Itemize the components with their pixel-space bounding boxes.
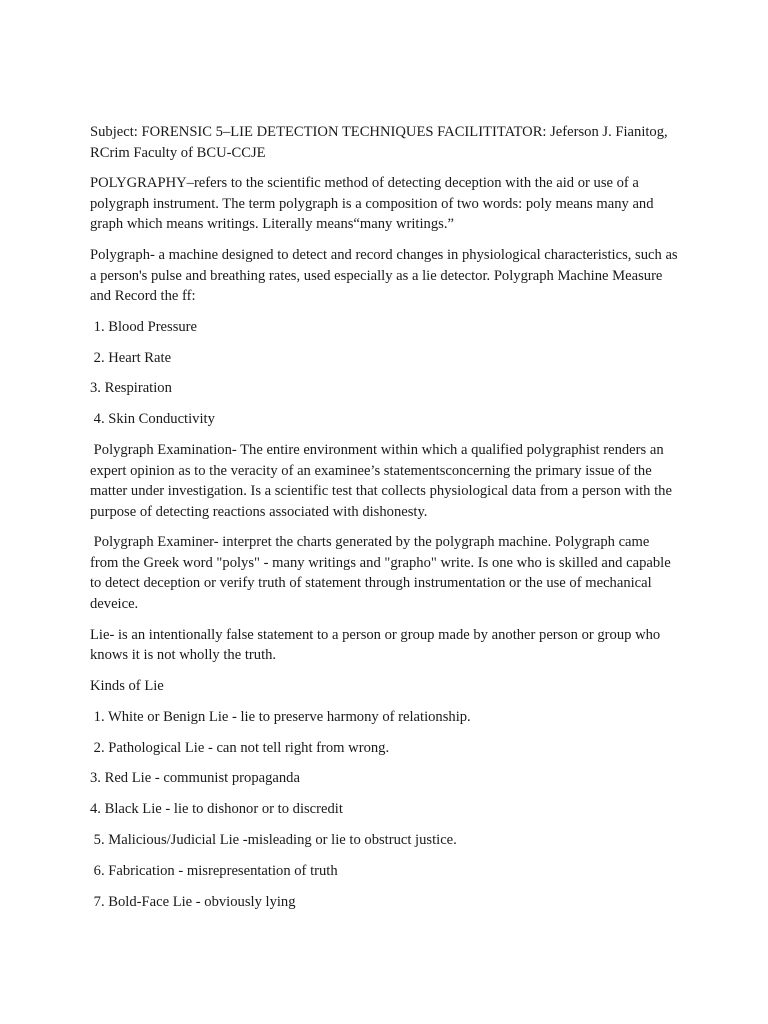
list-item: 6. Fabrication - misrepresentation of truth [90, 862, 338, 879]
polygraphy-definition: POLYGRAPHY–refers to the scientific method of detecting deception with the aid or use of a polygraph instrument. The term polygraph is a composition of two words: poly means many and graph which means writings. Literally means“many writings.” [90, 175, 654, 233]
list-item: 3. Red Lie - communist propaganda [90, 770, 300, 787]
list-item: 7. Bold-Face Lie - obviously lying [90, 893, 296, 910]
measures-list [90, 317, 680, 430]
polygraph-examination-definition: Polygraph Examination- The entire environment within which a qualified polygraphist renders an expert opinion as to the veracity of an examinee’s statementsconcerning the primary issue of the matter under investigation. Is a scientific test that collects physiological data from a person with the purpose of detecting reactions associated with dishonesty. [90, 442, 676, 520]
polygraph-examiner-definition: Polygraph Examiner- interpret the charts generated by the polygraph machine. Polygraph came from the Greek word "polys" - many writings and "grapho" write. Is one who is skilled and capable to detect deception or verify truth of statement through instrumentation or the use of mechanical deveice. [90, 534, 675, 612]
list-item: 1. White or Benign Lie - lie to preserve harmony of relationship. [90, 708, 471, 725]
list-item: 5. Malicious/Judicial Lie -misleading or lie to obstruct justice. [90, 831, 457, 848]
document-page [90, 122, 680, 922]
list-item: 1. Blood Pressure [90, 318, 198, 335]
subject-line: Subject: FORENSIC 5–LIE DETECTION TECHNIQUES FACILITITATOR: Jeferson J. Fianitog, RCrim Faculty of BCU-CCJE [90, 124, 668, 161]
list-item: 2. Pathological Lie - can not tell right from wrong. [90, 739, 390, 756]
list-item: 2. Heart Rate [90, 349, 172, 366]
list-item: 4. Skin Conductivity [90, 411, 215, 428]
list-item: 4. Black Lie - lie to dishonor or to discredit [90, 801, 343, 818]
lie-definition: Lie- is an intentionally false statement to a person or group made by another person or group who knows it is not wholly the truth. [90, 626, 661, 664]
kinds-of-lie-heading: Kinds of Lie [90, 677, 164, 694]
list-item: 3. Respiration [90, 380, 172, 397]
kinds-of-lie-list [90, 707, 680, 912]
polygraph-definition: Polygraph- a machine designed to detect and record changes in physiological characteristics, such as a person's pulse and breathing rates, used especially as a lie detector. Polygraph Machine Measure and Record the ff: [90, 247, 678, 305]
